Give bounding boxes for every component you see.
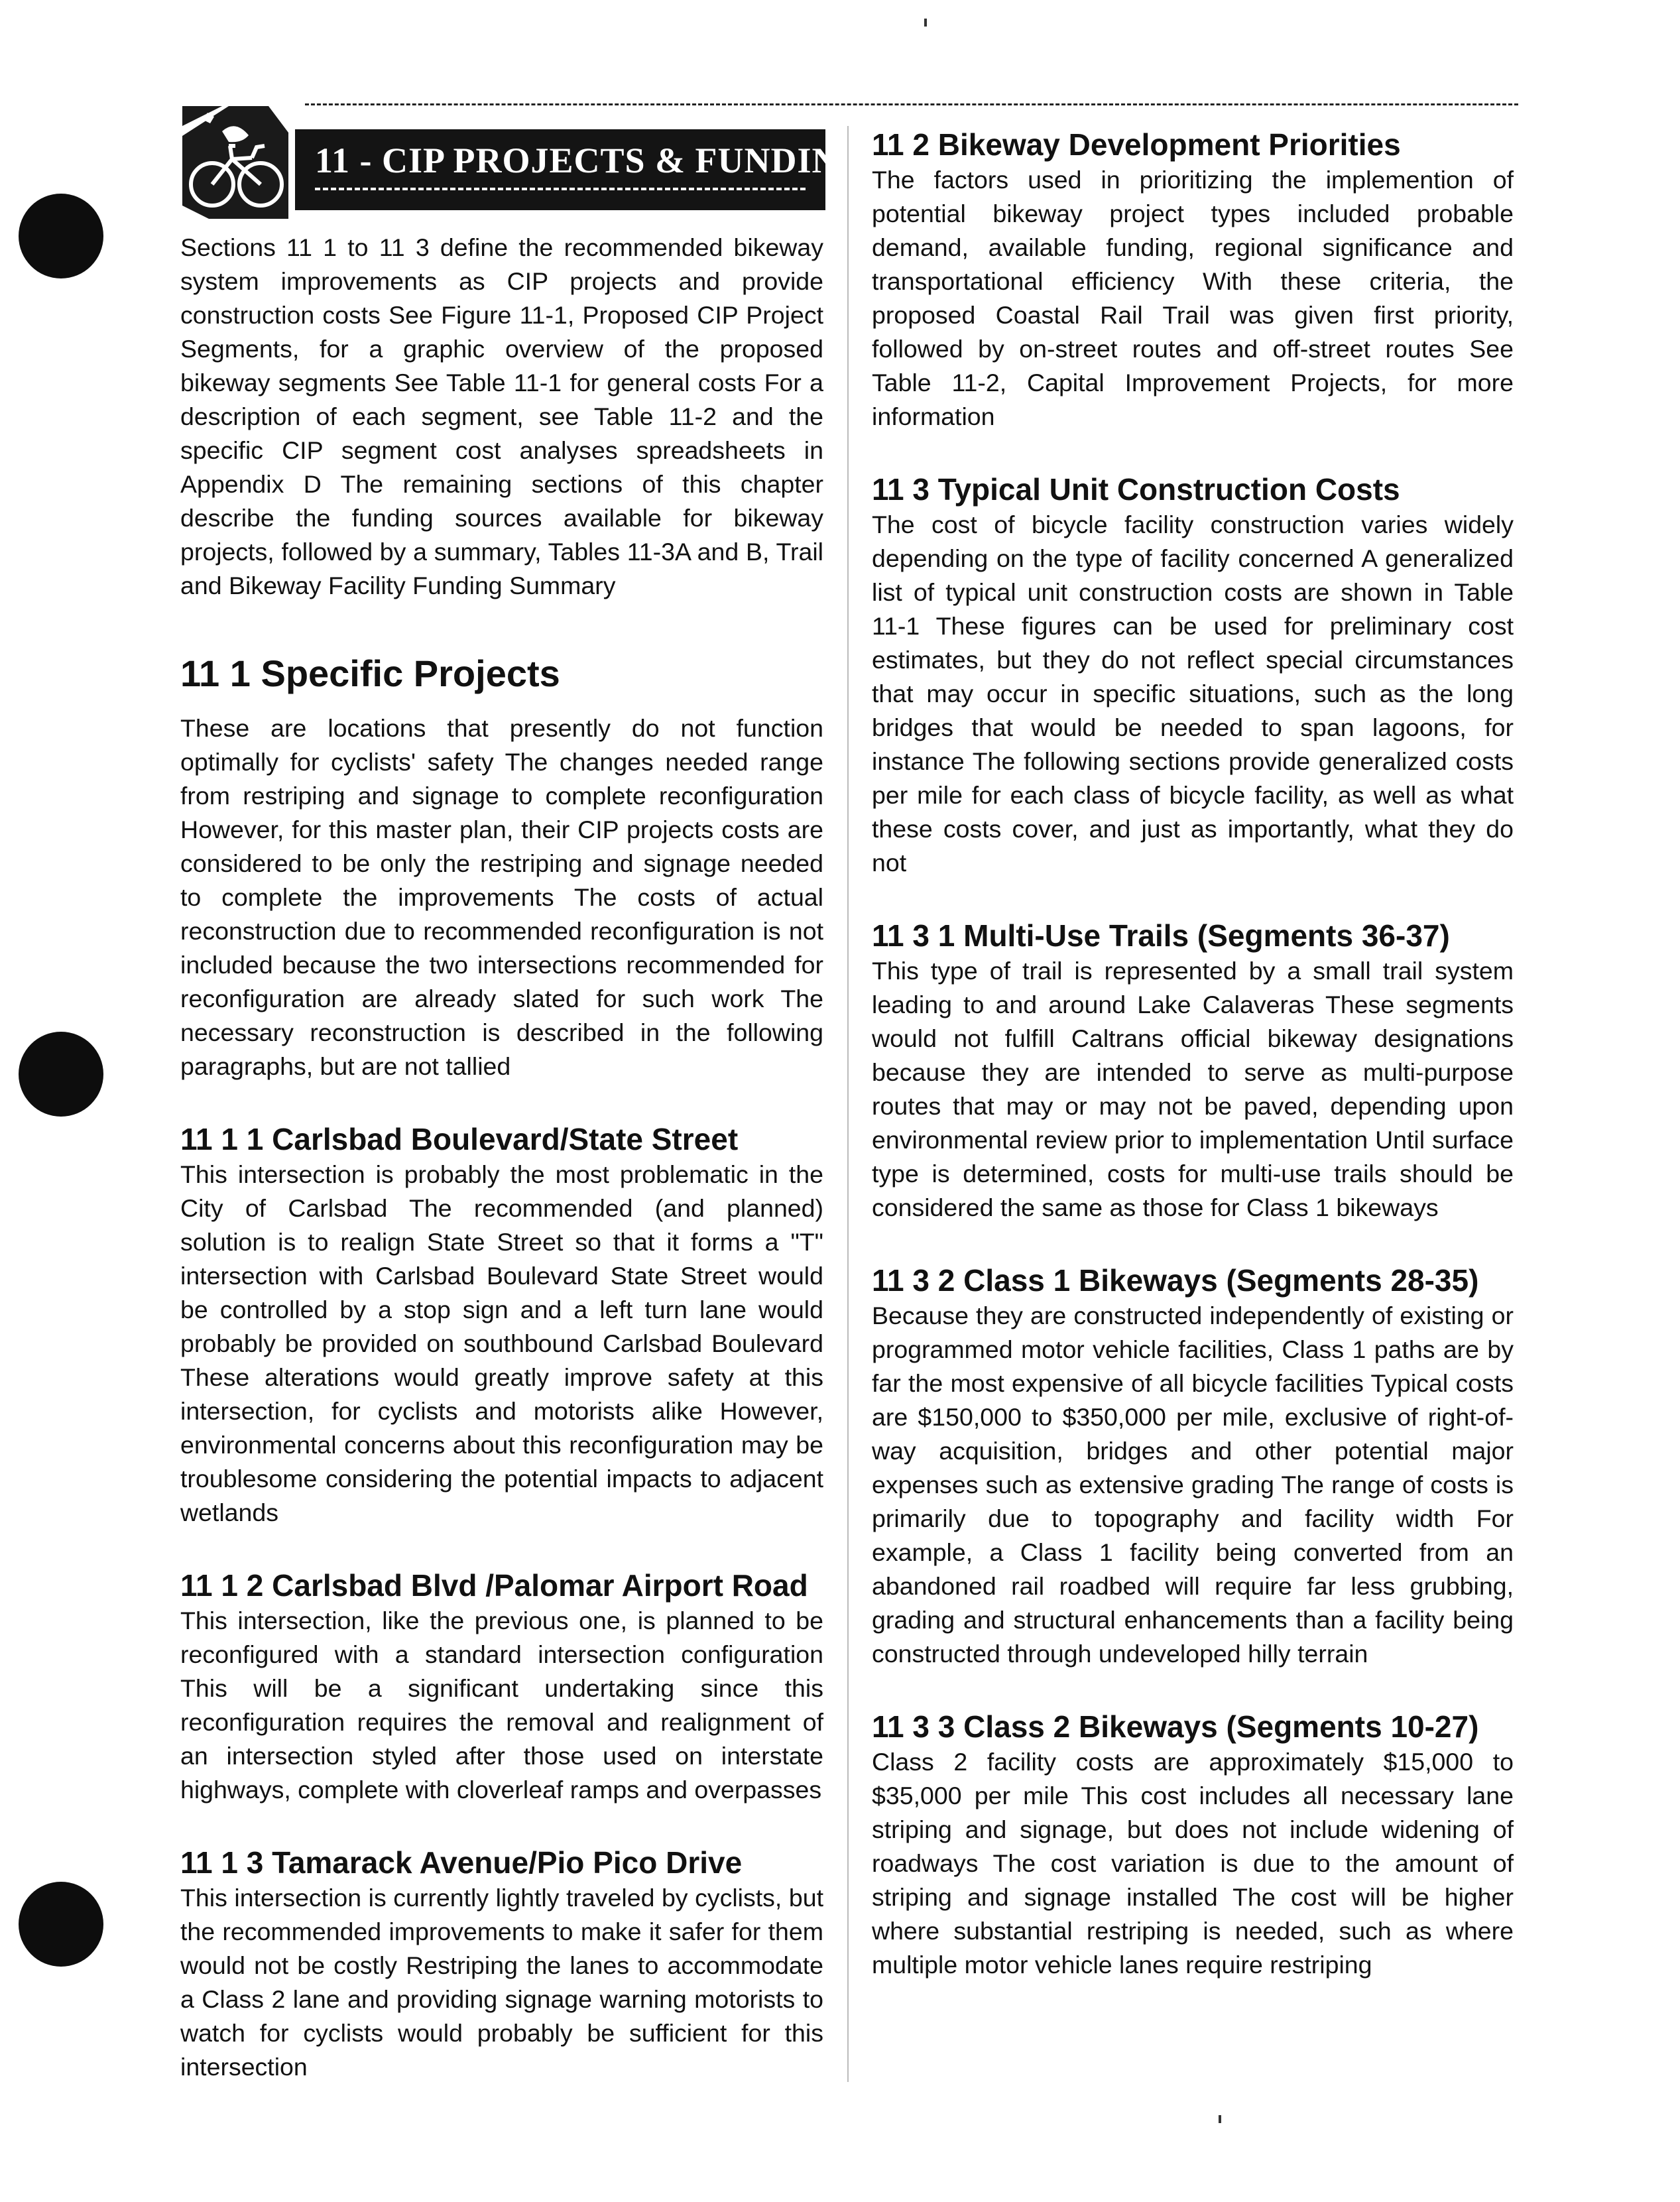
chapter-title-banner [295, 129, 867, 210]
section-11-2-heading: 11 2 Bikeway Development Priorities [872, 127, 1401, 162]
section-11-2-body: The factors used in prioritizing the implemention of potential bikeway project types included probable demand, available funding, regional significance and transportational efficiency With these criteria, the proposed Coastal Rail Trail was given first priority, followed by on-street routes and off-street routes See Table 11-2, Capital Improvement Projects, for more information [872, 166, 1514, 430]
section-11-3-1-body: This type of trail is represented by a small trail system leading to and around Lake Calaveras These segments would not fulfill Caltrans official bikeway designations because they are intended to serve as multi-purpose routes that may or may not be paved, depending upon environmental review prior to implementation Until surface type is determined, costs for multi-use trails should be considered the same as those for Class 1 bikeways [872, 957, 1514, 1221]
column-divider [847, 126, 849, 2082]
section-11-1-1-body: This intersection is probably the most problematic in the City of Carlsbad The recommended (and planned) solution is to realign State Street so that it forms a "T" intersection with Carlsbad Boulevard State Street would be controlled by a stop sign and a left turn lane would probably be provided on southbound Carlsbad Boulevard These alterations would greatly improve safety at this intersection, for cyclists and motorists alike However, environmental concerns about this reconfiguration may be troublesome considering the potential impacts to adjacent wetlands [180, 1160, 823, 1526]
section-11-1-2-heading: 11 1 2 Carlsbad Blvd /Palomar Airport Road [180, 1568, 808, 1603]
section-11-1-3-body: This intersection is currently lightly traveled by cyclists, but the recommended improvements to make it safer for them would not be costly Restriping the lanes to accommodate a Class 2 lane and providing signage warning motorists to watch for cyclists would probably be sufficient for this intersection [180, 1884, 823, 2081]
section-11-1-body: These are locations that presently do not function optimally for cyclists' safety The changes needed range from restriping and signage to complete reconfiguration However, for this master plan, their CIP projects costs are considered to be only the restriping and signage needed to complete the improvements The costs of actual reconstruction due to recommended reconfiguration is not included because the two intersections recommended for reconfiguration are already slated for such work The necessary reconstruction is described in the following paragraphs, but are not tallied [180, 714, 823, 1080]
scan-speck [924, 19, 927, 27]
chapter-title: 11 - CIP PROJECTS & FUNDING [315, 141, 867, 180]
scan-speck [1219, 2115, 1221, 2123]
section-11-1-3-heading: 11 1 3 Tamarack Avenue/Pio Pico Drive [180, 1845, 743, 1880]
section-11-1-heading: 11 1 Specific Projects [180, 652, 560, 694]
header-dashed-rule [305, 103, 1518, 105]
section-11-3-3-heading: 11 3 3 Class 2 Bikeways (Segments 10-27) [872, 1709, 1479, 1744]
intro-paragraph: Sections 11 1 to 11 3 define the recommended bikeway system improvements as CIP projects and provide construction costs See Figure 11-1, Proposed CIP Project Segments, for a graphic overview of the proposed bikeway segments See Table 11-1 for general costs For a description of each segment, see Table 11-2 and the specific CIP segment cost analyses spreadsheets in Appendix D The remaining sections of this chapter describe the funding sources available for bikeway projects, followed by a summary, Tables 11-3A and B, Trail and Bikeway Facility Funding Summary [180, 233, 823, 599]
left-column [180, 231, 823, 2084]
section-11-3-2-body: Because they are constructed independently of existing or programmed motor vehicle facilities, Class 1 paths are by far the most expensive of all bicycle facilities Typical costs are $150,000 to $350,000 per mile, exclusive of right-of-way acquisition, bridges and other potential major expenses such as extensive grading The range of costs is primarily due to topography and facility width For example, a Class 1 facility being converted from an abandoned rail roadbed will require far less grubbing, grading and structural enhancements than a facility being constructed through undeveloped hilly terrain [872, 1302, 1514, 1668]
section-11-3-heading: 11 3 Typical Unit Construction Costs [872, 472, 1400, 507]
right-column [872, 126, 1514, 1982]
punch-hole-middle [19, 1032, 103, 1117]
section-11-3-2-heading: 11 3 2 Class 1 Bikeways (Segments 28-35) [872, 1263, 1479, 1298]
section-11-3-body: The cost of bicycle facility construction varies widely depending on the type of facility concerned A generalized list of typical unit construction costs are shown in Table 11-1 These figures can be used for preliminary cost estimates, but they do not reflect special circumstances that may occur in specific situations, such as the long bridges that would be needed to span lagoons, for instance The following sections provide generalized costs per mile for each class of bicycle facility, as well as what these costs cover, and just as importantly, what they do not [872, 511, 1514, 877]
section-11-1-1-heading: 11 1 1 Carlsbad Boulevard/State Street [180, 1122, 739, 1156]
section-11-1-2-body: This intersection, like the previous one, is planned to be reconfigured with a standard intersection configuration This will be a significant undertaking since this reconfiguration requires the removal and realignment of an intersection styled after those used on interstate highways, complete with cloverleaf ramps and overpasses [180, 1607, 823, 1804]
bicycle-logo-icon [182, 106, 288, 219]
section-11-3-1-heading: 11 3 1 Multi-Use Trails (Segments 36-37) [872, 918, 1450, 953]
banner-dashed-line [315, 188, 806, 190]
punch-hole-top [19, 194, 103, 278]
punch-hole-bottom [19, 1882, 103, 1967]
section-11-3-3-body: Class 2 facility costs are approximately $15,000 to $35,000 per mile This cost includes all necessary lane striping and signage, but does not include widening of roadways The cost variation is due to the amount of striping and signage installed The cost will be higher where substantial restriping is needed, such as where multiple motor vehicle lanes require restriping [872, 1748, 1514, 1979]
